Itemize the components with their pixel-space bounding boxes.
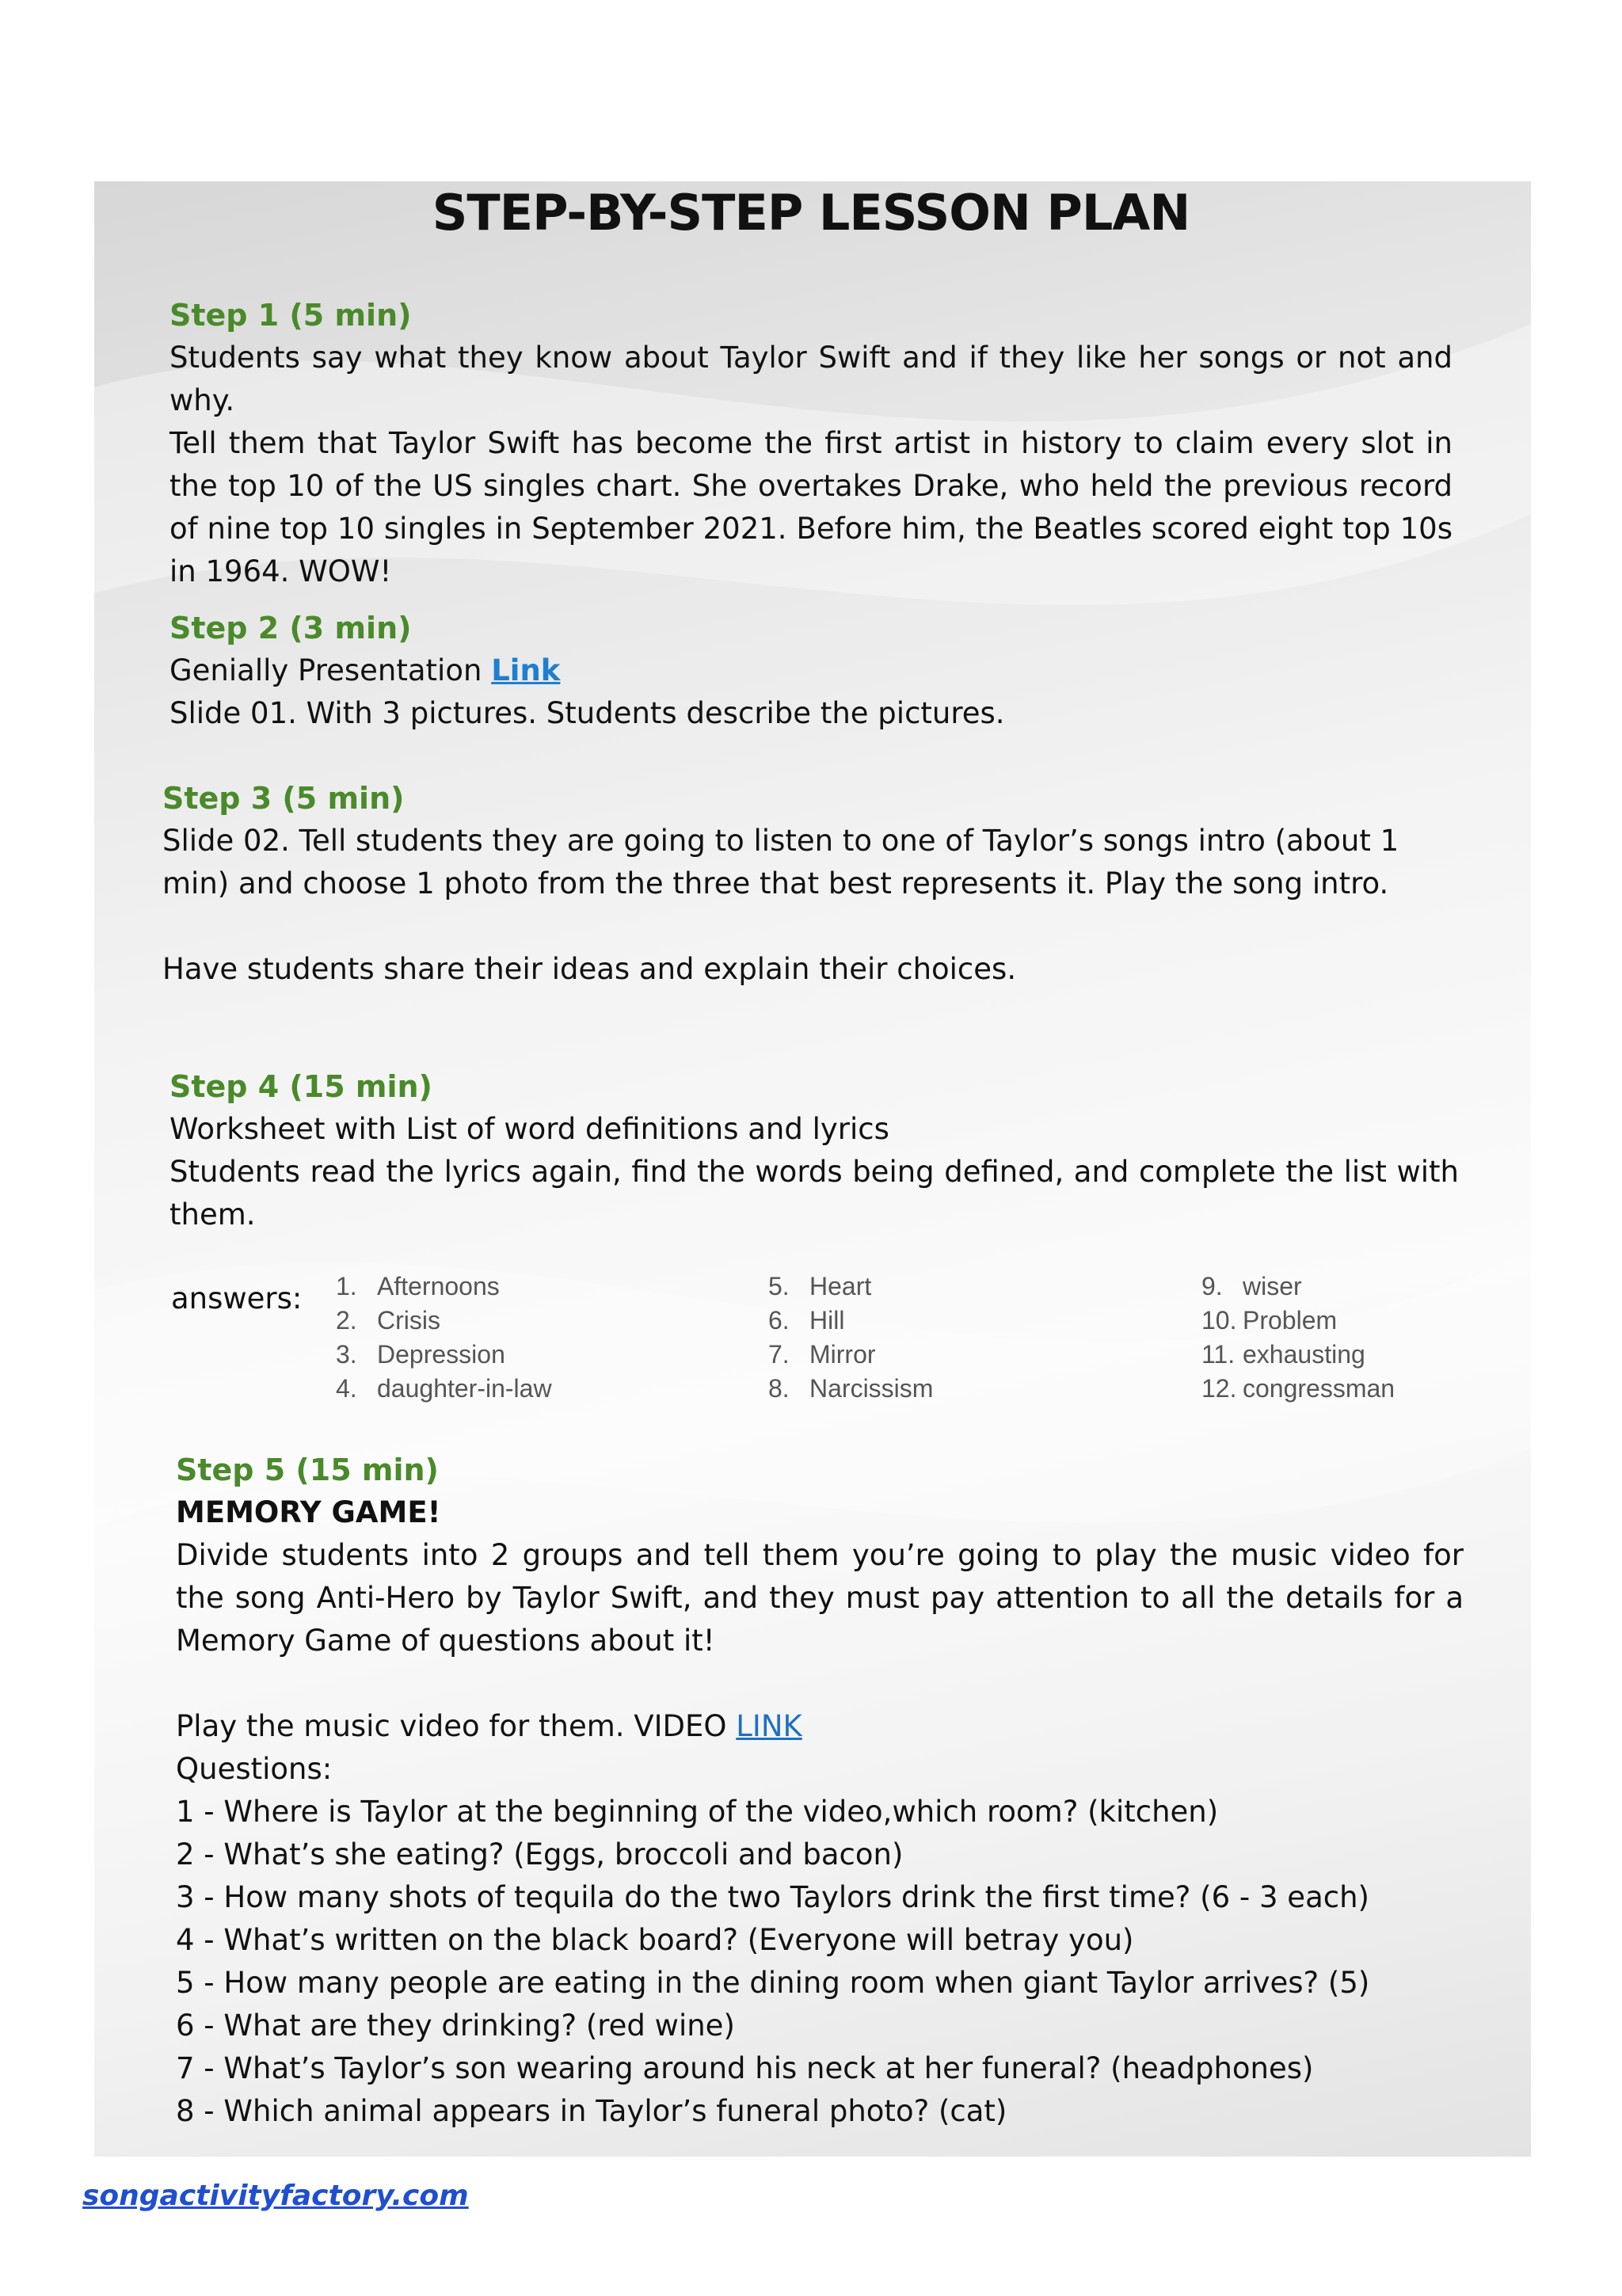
step-3-paragraph-1: Slide 02. Tell students they are going to listen to one of Taylor’s songs intro (about 1 min) and choose 1 photo from the three that best represents it. Play the song intro. [162,824,1399,901]
answer-item: 1. Afternoons [336,1272,500,1300]
answers-column-3 [1201,1270,1395,1406]
question-item: 8 - Which animal appears in Taylor’s funeral photo? (cat) [176,2094,1007,2128]
step-4-section [169,1065,1459,1236]
question-item: 7 - What’s Taylor’s son wearing around his neck at her funeral? (headphones) [176,2051,1314,2085]
step-4-heading: Step 4 (15 min) [169,1069,432,1104]
answer-item: 8. Narcissism [768,1374,934,1403]
memory-game-heading: MEMORY GAME! [176,1495,441,1529]
answer-item: 4. daughter-in-law [336,1374,552,1403]
answer-item: 11. exhausting [1201,1340,1365,1369]
step-2-line-2: Slide 01. With 3 pictures. Students describe the pictures. [169,696,1005,730]
step-5-section [176,1449,1464,2133]
video-link[interactable]: LINK [736,1709,802,1743]
answer-item: 12. congressman [1201,1374,1395,1403]
step-2-heading: Step 2 (3 min) [169,611,412,645]
video-line-text: Play the music video for them. VIDEO [176,1709,737,1743]
presentation-link[interactable]: Link [491,653,561,687]
answers-column-1 [336,1270,552,1406]
answer-item: 3. Depression [336,1340,505,1369]
page-title: STEP-BY-STEP LESSON PLAN [432,184,1190,242]
answer-item: 10. Problem [1201,1306,1338,1335]
step-2-presentation-text: Genially Presentation [169,653,492,687]
questions-label: Questions: [176,1752,333,1786]
answer-item: 9. wiser [1201,1272,1302,1300]
step-3-section [162,777,1453,991]
question-item: 3 - How many shots of tequila do the two Taylors drink the first time? (6 - 3 each) [176,1880,1369,1914]
question-item: 5 - How many people are eating in the dining room when giant Taylor arrives? (5) [176,1966,1370,2000]
step-1-paragraph-1: Students say what they know about Taylor Swift and if they like her songs or not and why. [169,341,1453,417]
step-5-paragraph-1: Divide students into 2 groups and tell them you’re going to play the music video for the song Anti-Hero by Taylor Swift, and they must pay attention to all the details for a Memory Game of questions about it! [176,1538,1464,1658]
answer-item: 7. Mirror [768,1340,876,1369]
question-item: 6 - What are they drinking? (red wine) [176,2009,735,2043]
question-item: 2 - What’s she eating? (Eggs, broccoli and bacon) [176,1837,904,1871]
video-line [176,1705,1464,1748]
answers-label: answers: [171,1281,303,1316]
answer-item: 6. Hill [768,1306,845,1335]
step-5-heading: Step 5 (15 min) [176,1453,439,1487]
answer-item: 5. Heart [768,1272,872,1300]
step-1-section [169,294,1453,593]
step-4-paragraph-2: Students read the lyrics again, find the words being defined, and complete the list with them. [169,1155,1459,1232]
step-2-section [169,607,1453,735]
step-2-line-1 [169,649,1453,692]
step-3-paragraph-2: Have students share their ideas and explain their choices. [162,952,1017,986]
answers-column-2 [768,1270,933,1406]
step-3-heading: Step 3 (5 min) [162,781,405,816]
step-4-line-1: Worksheet with List of word definitions and lyrics [169,1112,889,1146]
answer-item: 2. Crisis [336,1306,440,1335]
footer-website-link[interactable]: songactivityfactory.com [82,2180,469,2212]
question-item: 4 - What’s written on the black board? (Everyone will betray you) [176,1923,1134,1957]
step-1-paragraph-2: Tell them that Taylor Swift has become the first artist in history to claim every slot in the top 10 of the US singles chart. She overtakes Drake, who held the previous record of nine top 10 singles in September 2021. Before him, the Beatles scored eight top 10s in 1964. WOW! [169,426,1453,588]
question-item: 1 - Where is Taylor at the beginning of the video,which room? (kitchen) [176,1795,1219,1829]
step-1-heading: Step 1 (5 min) [169,298,412,333]
